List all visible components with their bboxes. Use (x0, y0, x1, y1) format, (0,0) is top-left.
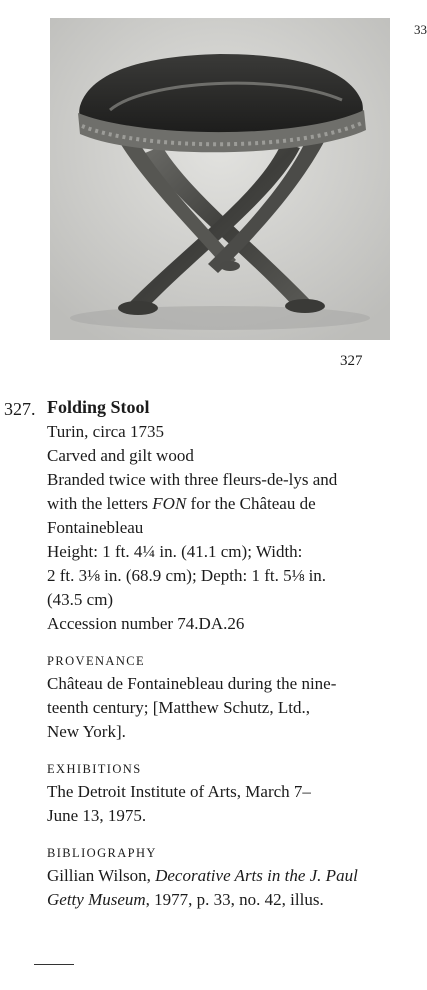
marks-line-3: Fontainebleau (47, 518, 144, 537)
exhibitions-heading: EXHIBITIONS (47, 762, 142, 776)
marks-letters: FON (152, 494, 187, 513)
figure-label: 327 (340, 353, 363, 369)
exhibitions-line: The Detroit Institute of Arts, March 7– (47, 782, 311, 801)
bibliography-citation: , 1977, p. 33, no. 42, illus. (145, 890, 324, 909)
provenance-line: teenth century; [Matthew Schutz, Ltd., (47, 698, 310, 717)
marks-line-1: Branded twice with three fleurs-de-lys and (47, 470, 338, 489)
bibliography-title: Getty Museum (47, 890, 146, 909)
exhibitions-line: June 13, 1975. (47, 806, 147, 825)
bibliography-heading: BIBLIOGRAPHY (47, 846, 157, 860)
stool-photo (50, 18, 390, 340)
bibliography-line-1 (47, 864, 417, 888)
page-number: 33 (414, 22, 427, 37)
origin-date: Turin, circa 1735 (47, 422, 164, 441)
provenance-line: New York]. (47, 722, 126, 741)
provenance-heading: PROVENANCE (47, 654, 146, 668)
provenance-line: Château de Fontainebleau during the nine- (47, 674, 337, 693)
entry-number: 327. (4, 399, 36, 419)
accession-number: Accession number 74.DA.26 (47, 614, 245, 633)
bibliography-line-2 (47, 888, 417, 912)
dimensions-line-1: Height: 1 ft. 4¼ in. (41.1 cm); Width: (47, 542, 303, 561)
footnote-rule (34, 964, 74, 965)
marks-text: with the letters (47, 494, 153, 513)
catalogue-entry (47, 395, 417, 912)
marks-line-2 (47, 492, 417, 516)
bibliography-author: Gillian Wilson, (47, 866, 156, 885)
dimensions-line-2: 2 ft. 3⅛ in. (68.9 cm); Depth: 1 ft. 5⅛ in. (47, 566, 327, 585)
material: Carved and gilt wood (47, 446, 194, 465)
marks-text: for the Château de (186, 494, 316, 513)
dimensions-line-3: (43.5 cm) (47, 590, 114, 609)
entry-title: Folding Stool (47, 397, 150, 417)
folding-stool-image (50, 18, 390, 340)
bibliography-title: Decorative Arts in the J. Paul (155, 866, 358, 885)
